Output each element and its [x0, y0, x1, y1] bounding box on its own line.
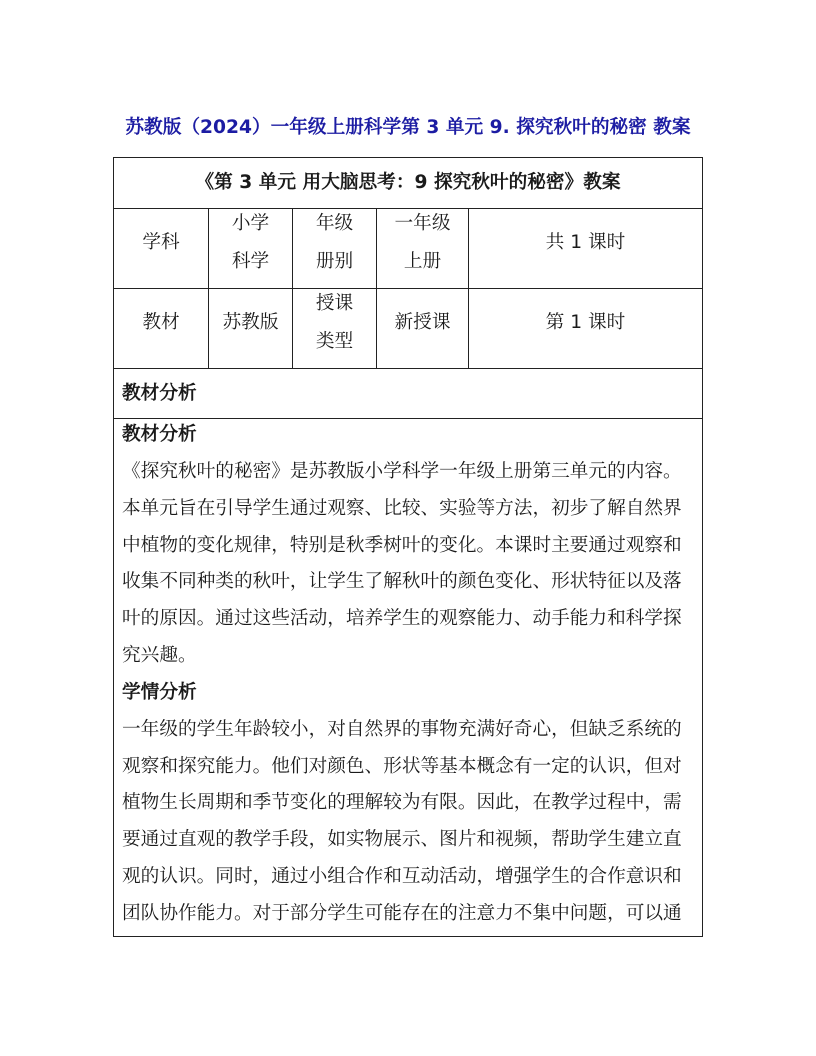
section-heading: 教材分析 [122, 424, 197, 445]
analysis-content [122, 417, 702, 933]
paragraph-line: 究兴趣。 [122, 645, 197, 667]
paragraph-line: 观的认识。同时，通过小组合作和互动活动，增强学生的合作意识和 [122, 866, 682, 888]
paragraph-line: 《探究秋叶的秘密》是苏教版小学科学一年级上册第三单元的内容。 [122, 460, 682, 482]
period-count: 共 1 课时 [545, 231, 626, 253]
section-heading: 学情分析 [122, 681, 197, 703]
paragraph-line: 中植物的变化规律，特别是秋季树叶的变化。本课时主要通过观察和 [122, 534, 682, 556]
textbook-label-cell [114, 289, 208, 368]
paragraph-line: 收集不同种类的秋叶，让学生了解秋叶的颜色变化、形状特征以及落 [122, 571, 682, 593]
section-label: 教材分析 [122, 382, 197, 404]
subject-value-line: 科学 [231, 250, 270, 272]
period-count-cell [468, 209, 702, 288]
section-label-row [114, 368, 702, 418]
paragraph-line: 团队协作能力。对于部分学生可能存在的注意力不集中问题，可以通 [122, 902, 682, 924]
info-row-subject [114, 208, 702, 288]
subject-label: 学科 [142, 231, 180, 253]
grade-value-cell [376, 209, 468, 288]
grade-value-line: 一年级 [394, 212, 451, 234]
table-heading-row [114, 158, 702, 208]
subject-label-cell [114, 209, 208, 288]
info-row-textbook [114, 288, 702, 368]
paragraph-line: 一年级的学生年龄较小，对自然界的事物充满好奇心，但缺乏系统的 [122, 718, 682, 740]
lesson-type-label-cell [292, 289, 376, 368]
textbook-value: 苏教版 [222, 311, 279, 333]
paragraph-line: 叶的原因。通过这些活动，培养学生的观察能力、动手能力和科学探 [122, 608, 682, 630]
table-heading: 《第 3 单元 用大脑思考：9 探究秋叶的秘密》教案 [195, 172, 621, 193]
lesson-type-value: 新授课 [394, 311, 451, 333]
subject-value-line: 小学 [231, 212, 270, 234]
lesson-period-cell [468, 289, 702, 368]
lesson-plan-table [113, 157, 703, 937]
grade-label-cell [292, 209, 376, 288]
grade-value-line: 上册 [403, 250, 442, 272]
analysis-content-row [114, 418, 702, 936]
paragraph-line: 观察和探究能力。他们对颜色、形状等基本概念有一定的认识，但对 [122, 755, 682, 777]
grade-label-line: 册别 [315, 250, 354, 272]
grade-label-line: 年级 [315, 212, 354, 234]
textbook-label: 教材 [142, 311, 180, 333]
subject-value-cell [208, 209, 292, 288]
lesson-period: 第 1 课时 [545, 311, 626, 333]
textbook-value-cell [208, 289, 292, 368]
paragraph-line: 本单元旨在引导学生通过观察、比较、实验等方法，初步了解自然界 [122, 497, 682, 519]
lesson-type-label-line: 类型 [315, 330, 354, 352]
document-title: 苏教版（2024）一年级上册科学第 3 单元 9. 探究秋叶的秘密 教案 [125, 117, 691, 138]
paragraph-line: 要通过直观的教学手段，如实物展示、图片和视频，帮助学生建立直 [122, 829, 682, 851]
section-label-cell [114, 369, 702, 418]
table-heading-cell [114, 158, 702, 208]
lesson-type-value-cell [376, 289, 468, 368]
paragraph-line: 植物生长周期和季节变化的理解较为有限。因此，在教学过程中，需 [122, 792, 682, 814]
lesson-type-label-line: 授课 [315, 292, 354, 314]
